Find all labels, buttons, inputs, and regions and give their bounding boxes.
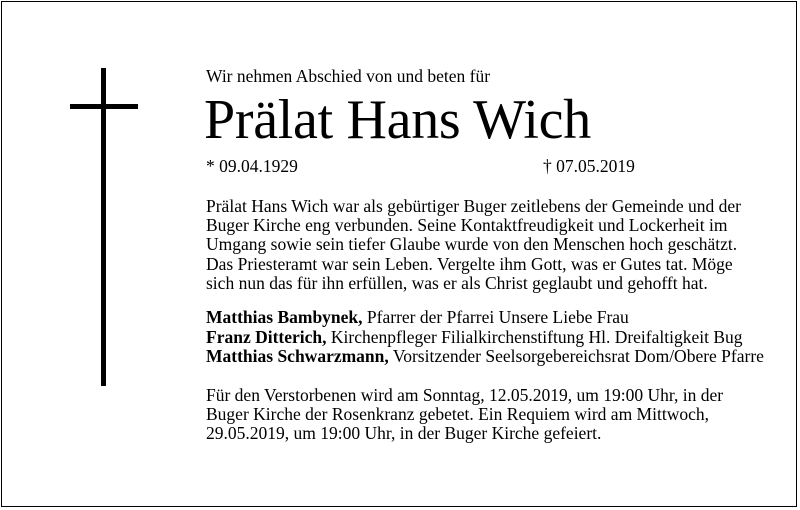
service-line: Buger Kirche der Rosenkranz gebetet. Ein Requiem wird am Mittwoch, (206, 403, 709, 424)
service-line: 29.05.2019, um 19:00 Uhr, in der Buger Kirche gefeiert. (206, 422, 602, 443)
signer (206, 347, 786, 367)
service-paragraph (206, 386, 776, 444)
cross-icon (101, 68, 106, 386)
tribute-line: Prälat Hans Wich war als gebürtiger Buger zeitlebens der Gemeinde und der (206, 196, 741, 216)
signer-role: Pfarrer der Pfarrei Unsere Liebe Frau (366, 307, 629, 328)
signer-name: Matthias Schwarzmann, (206, 346, 389, 367)
signers-list (206, 308, 786, 367)
signer (206, 328, 786, 348)
cross-icon-bar (70, 104, 138, 109)
death-date: † 07.05.2019 (543, 156, 635, 176)
signer-role: Vorsitzender Seelsorgebereichsrat Dom/Obere Pfarre (392, 346, 764, 367)
signer-role: Kirchenpfleger Filialkirchenstiftung Hl. Dreifaltigkeit Bug (330, 326, 743, 347)
life-dates (206, 156, 786, 178)
tribute-line: sich nun das für ihn erfüllen, was er als Christ geglaubt und gehofft hat. (206, 272, 708, 293)
signer (206, 308, 786, 328)
tribute-paragraph (206, 197, 776, 293)
notice-content (206, 66, 786, 443)
tribute-line: Umgang sowie sein tiefer Glaube wurde von den Menschen hoch geschätzt. (206, 234, 738, 255)
service-line: Für den Verstorbenen wird am Sonntag, 12.05.2019, um 19:00 Uhr, in der (206, 384, 724, 405)
birth-date: * 09.04.1929 (206, 156, 298, 176)
tribute-line: Das Priesteramt war sein Leben. Vergelte ihm Gott, was er Gutes tat. Möge (206, 253, 733, 274)
tribute-line: Buger Kirche eng verbunden. Seine Kontaktfreudigkeit und Lockerheit im (206, 215, 728, 236)
signer-name: Matthias Bambynek, (206, 307, 363, 328)
notice-frame (1, 1, 797, 507)
deceased-name: Prälat Hans Wich (204, 89, 591, 151)
intro-line: Wir nehmen Abschied von und beten für (206, 66, 491, 86)
signer-name: Franz Ditterich, (206, 326, 327, 347)
